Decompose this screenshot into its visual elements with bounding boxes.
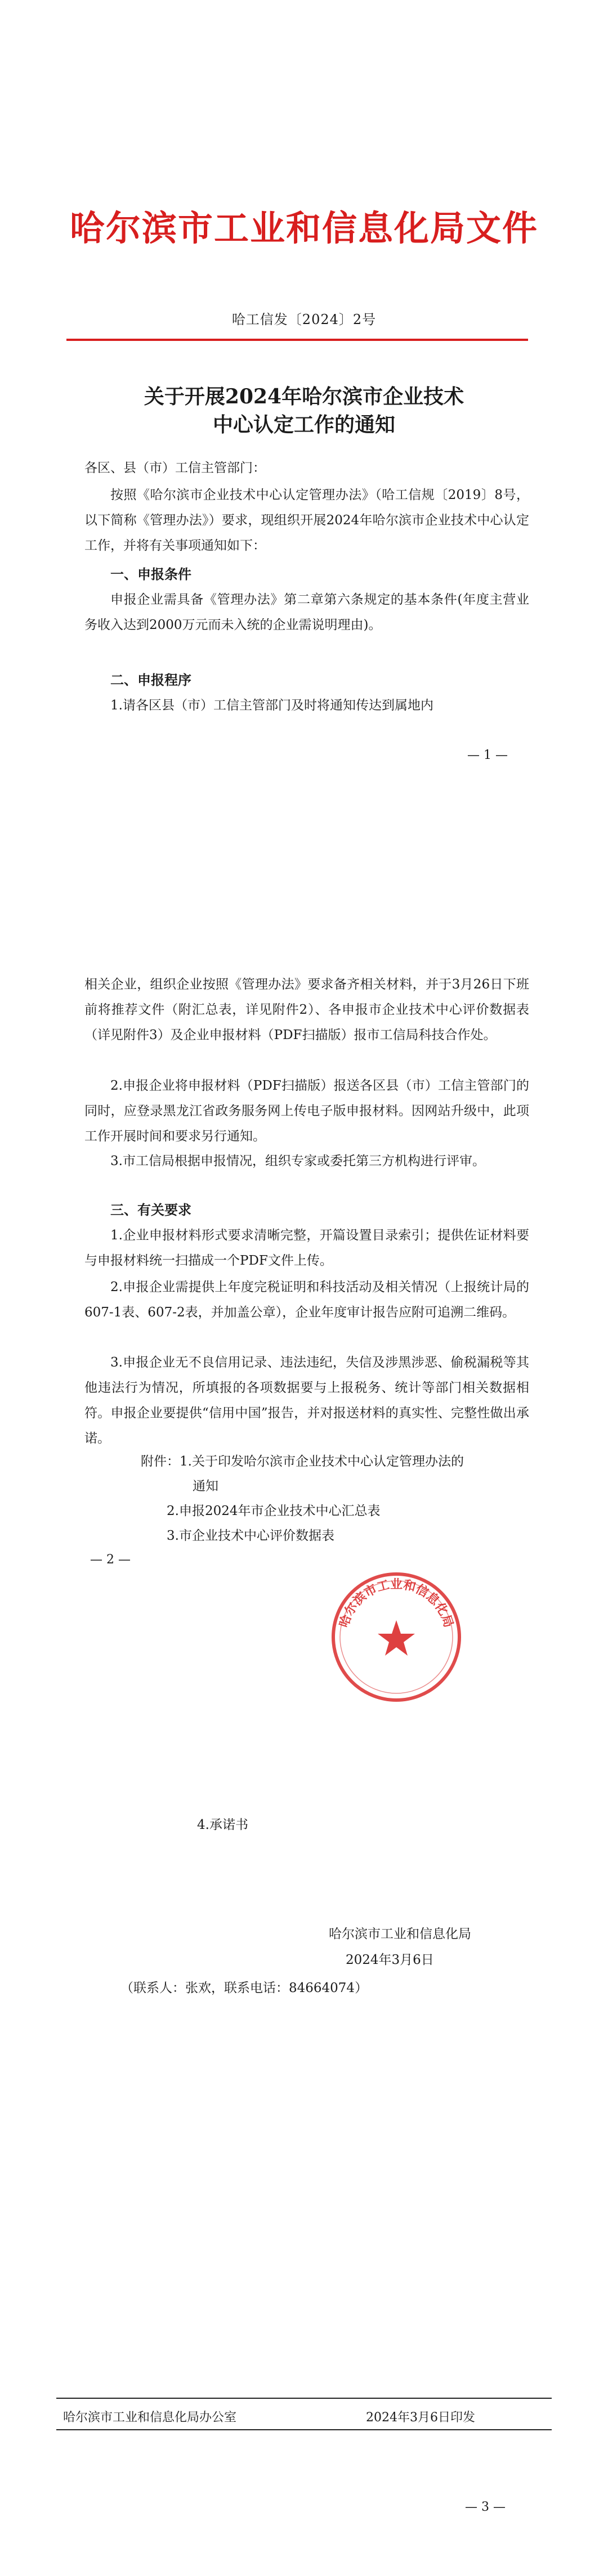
footer-print-date: 2024年3月6日印发 (366, 2411, 475, 2425)
contact-info: （联系人：张欢，联系电话：84664074） (120, 1981, 368, 1995)
footer-bottom-rule (56, 2429, 552, 2430)
seal-text: 哈尔滨市工业和信息化局 (337, 1577, 456, 1630)
notice-title-line2: 中心认定工作的通知 (212, 413, 395, 437)
attachments-block (141, 1449, 464, 1548)
attachment-1: 附件：1.关于印发哈尔滨市企业技术中心认定管理办法的 (141, 1454, 464, 1469)
page-number-1: — 1 — (467, 748, 508, 762)
salutation: 各区、县（市）工信主管部门： (84, 461, 266, 475)
seal-star-icon (378, 1620, 415, 1656)
footer-top-rule (56, 2398, 552, 2399)
notice-title-line1: 关于开展2024年哈尔滨市企业技术 (144, 385, 464, 408)
section2-item1-part2: 相关企业，组织企业按照《管理办法》要求备齐相关材料，并于3月26日下班前将推荐文件（附汇总表，详见附件2）、各申报市企业技术中心评价数据表（详见附件3）及企业申报材料（PDF扫描版）报市工信局科技合作处。 (84, 977, 529, 1042)
attachment-1-cont: 通知 (193, 1479, 218, 1494)
footer-office: 哈尔滨市工业和信息化局办公室 (63, 2411, 237, 2425)
section1-heading: 一、申报条件 (110, 566, 191, 582)
attachments-label: 附件： (141, 1454, 180, 1469)
document-number: 哈工信发〔2024〕2号 (231, 312, 377, 327)
notice-title (0, 383, 608, 439)
section1-text: 申报企业需具备《管理办法》第二章第六条规定的基本条件(年度主营业务收入达到2000万元而未入统的企业需说明理由)。 (84, 592, 529, 632)
signature-agency: 哈尔滨市工业和信息化局 (329, 1927, 471, 1941)
section3-item1: 1.企业申报材料形式要求清晰完整，开篇设置目录索引；提供佐证材料要与申报材料统一扫描成一个PDF文件上传。 (84, 1228, 529, 1268)
section3-heading: 三、有关要求 (110, 1202, 191, 1218)
page-number-2: — 2 — (90, 1553, 131, 1567)
agency-header-title: 哈尔滨市工业和信息化局文件 (69, 208, 538, 249)
attachment-2: 2.申报2024年市企业技术中心汇总表 (167, 1504, 381, 1518)
red-divider (66, 339, 528, 341)
attachment-4: 4.承诺书 (197, 1818, 248, 1832)
section3-item2: 2.申报企业需提供上年度完税证明和科技活动及相关情况（上报统计局的607-1表、607-2表，并加盖公章），企业年度审计报告应附可追溯二维码。 (84, 1280, 529, 1320)
section2-item1-part1: 1.请各区县（市）工信主管部门及时将通知传达到属地内 (110, 698, 433, 713)
attachment-3: 3.市企业技术中心评价数据表 (167, 1528, 334, 1543)
page-number-3: — 3 — (465, 2500, 506, 2514)
signature-date: 2024年3月6日 (346, 1953, 434, 1967)
section2-item3: 3.市工信局根据申报情况，组织专家或委托第三方机构进行评审。 (110, 1154, 485, 1168)
section2-item2: 2.申报企业将申报材料（PDF扫描版）报送各区县（市）工信主管部门的同时，应登录黑龙江省政务服务网上传电子版申报材料。因网站升级中，此项工作开展时间和要求另行通知。 (84, 1078, 529, 1144)
intro-paragraph: 按照《哈尔滨市企业技术中心认定管理办法》（哈工信规〔2019〕8号，以下简称《管理办法》）要求，现组织开展2024年哈尔滨市企业技术中心认定工作，并将有关事项通知如下： (84, 488, 529, 553)
official-seal (329, 1570, 464, 1705)
section3-item3: 3.申报企业无不良信用记录、违法违纪，失信及涉黑涉恶、偷税漏税等其他违法行为情况，所填报的各项数据要与上报税务、统计等部门相关数据相符。申报企业要提供“信用中国”报告，并对报送材料的真实性、完整性做出承诺。 (84, 1355, 529, 1446)
section2-heading: 二、申报程序 (110, 672, 191, 688)
